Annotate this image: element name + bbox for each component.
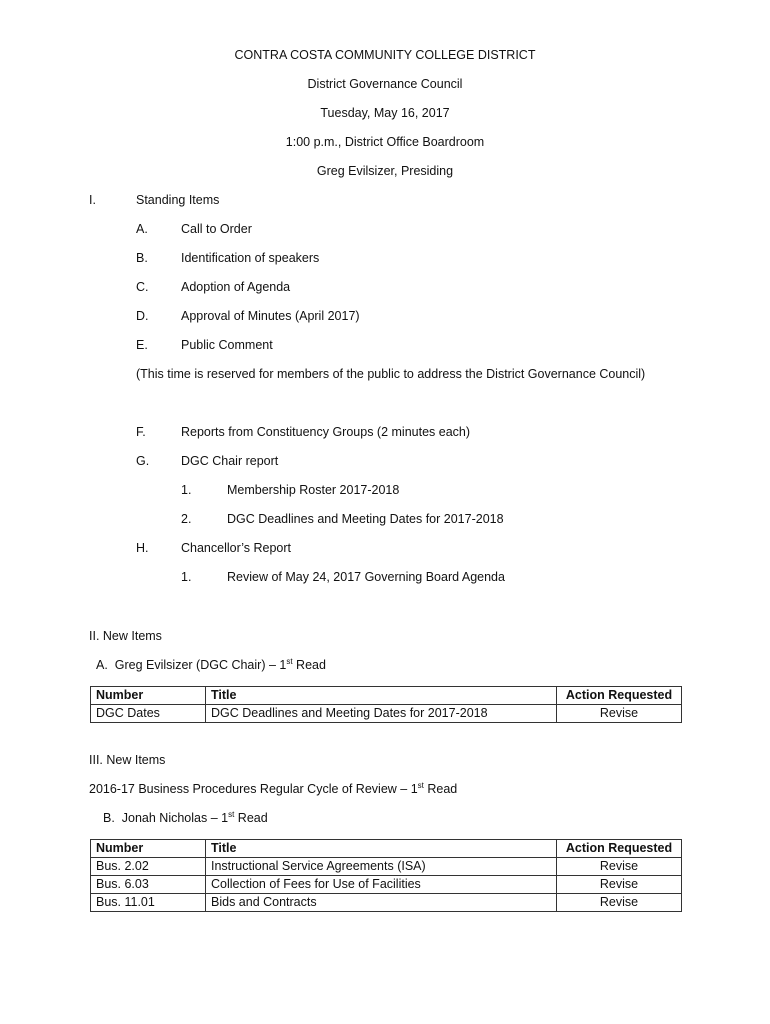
item-letter: B.: [136, 251, 148, 265]
column-header: Title: [206, 840, 557, 858]
section-numeral: I.: [89, 193, 96, 207]
ordinal-suffix: st: [228, 809, 235, 819]
subsection-heading: [103, 810, 268, 826]
council-name: District Governance Council: [307, 77, 463, 91]
agenda-subitem: Membership Roster 2017-2018: [227, 483, 400, 497]
table-cell: Bus. 2.02: [91, 858, 206, 876]
dgc-items-table: [90, 686, 682, 723]
agenda-subitem: DGC Deadlines and Meeting Dates for 2017-2018: [227, 512, 504, 526]
item-letter: H.: [136, 541, 149, 555]
ordinal-suffix: st: [286, 656, 293, 666]
review-cycle-text: 2016-17 Business Procedures Regular Cycle of Review – 1: [89, 782, 418, 796]
presiding-officer: Greg Evilsizer, Presiding: [316, 164, 454, 178]
table-header-row: [91, 840, 682, 858]
table-row: [91, 894, 682, 912]
subsection-text: Greg Evilsizer (DGC Chair) – 1: [114, 658, 287, 672]
section-title: II. New Items: [89, 629, 162, 643]
table-cell: Revise: [557, 705, 682, 723]
subsection-text: Jonah Nicholas – 1: [121, 811, 229, 825]
agenda-item: Public Comment: [181, 338, 273, 352]
table-cell: Bids and Contracts: [206, 894, 557, 912]
subitem-number: 1.: [181, 483, 192, 497]
subitem-number: 2.: [181, 512, 192, 526]
agenda-subitem: Review of May 24, 2017 Governing Board Agenda: [227, 570, 505, 584]
column-header: Number: [91, 840, 206, 858]
agenda-item: Reports from Constituency Groups (2 minutes each): [181, 425, 471, 439]
column-header: Action Requested: [557, 840, 682, 858]
table-cell: Bus. 11.01: [91, 894, 206, 912]
table-cell: Collection of Fees for Use of Facilities: [206, 876, 557, 894]
table-cell: Instructional Service Agreements (ISA): [206, 858, 557, 876]
table-cell: Revise: [557, 894, 682, 912]
agenda-item: Call to Order: [181, 222, 252, 236]
section-title: Standing Items: [136, 193, 220, 207]
item-letter: G.: [136, 454, 150, 468]
ordinal-suffix: st: [417, 780, 424, 790]
item-letter: F.: [136, 425, 146, 439]
item-letter: A.: [136, 222, 148, 236]
public-comment-note: (This time is reserved for members of the public to address the District Governance Council): [136, 367, 646, 381]
meeting-date: Tuesday, May 16, 2017: [320, 106, 450, 120]
agenda-item: Adoption of Agenda: [181, 280, 291, 294]
subitem-number: 1.: [181, 570, 192, 584]
table-cell: Bus. 6.03: [91, 876, 206, 894]
column-header: Title: [206, 687, 557, 705]
agenda-item: Approval of Minutes (April 2017): [181, 309, 360, 323]
item-letter: C.: [136, 280, 149, 294]
table-row: [91, 705, 682, 723]
review-cycle-suffix: Read: [423, 782, 458, 796]
section-title: III. New Items: [89, 753, 166, 767]
table-header-row: [91, 687, 682, 705]
table-cell: DGC Dates: [91, 705, 206, 723]
table-cell: Revise: [557, 876, 682, 894]
subsection-suffix: Read: [234, 811, 268, 825]
table-row: [91, 876, 682, 894]
meeting-time-location: 1:00 p.m., District Office Boardroom: [285, 135, 485, 149]
business-procedures-table: [90, 839, 682, 912]
column-header: Action Requested: [557, 687, 682, 705]
review-cycle-heading: [89, 781, 457, 797]
item-letter: D.: [136, 309, 149, 323]
subsection-suffix: Read: [292, 658, 326, 672]
agenda-item: Chancellor’s Report: [181, 541, 292, 555]
table-cell: Revise: [557, 858, 682, 876]
agenda-item: DGC Chair report: [181, 454, 279, 468]
table-row: [91, 858, 682, 876]
item-letter: E.: [136, 338, 148, 352]
subsection-heading: [96, 657, 326, 673]
agenda-item: Identification of speakers: [181, 251, 320, 265]
subsection-letter: A.: [96, 658, 108, 672]
subsection-letter: B.: [103, 811, 115, 825]
district-name: CONTRA COSTA COMMUNITY COLLEGE DISTRICT: [234, 48, 536, 62]
table-cell: DGC Deadlines and Meeting Dates for 2017-2018: [206, 705, 557, 723]
column-header: Number: [91, 687, 206, 705]
